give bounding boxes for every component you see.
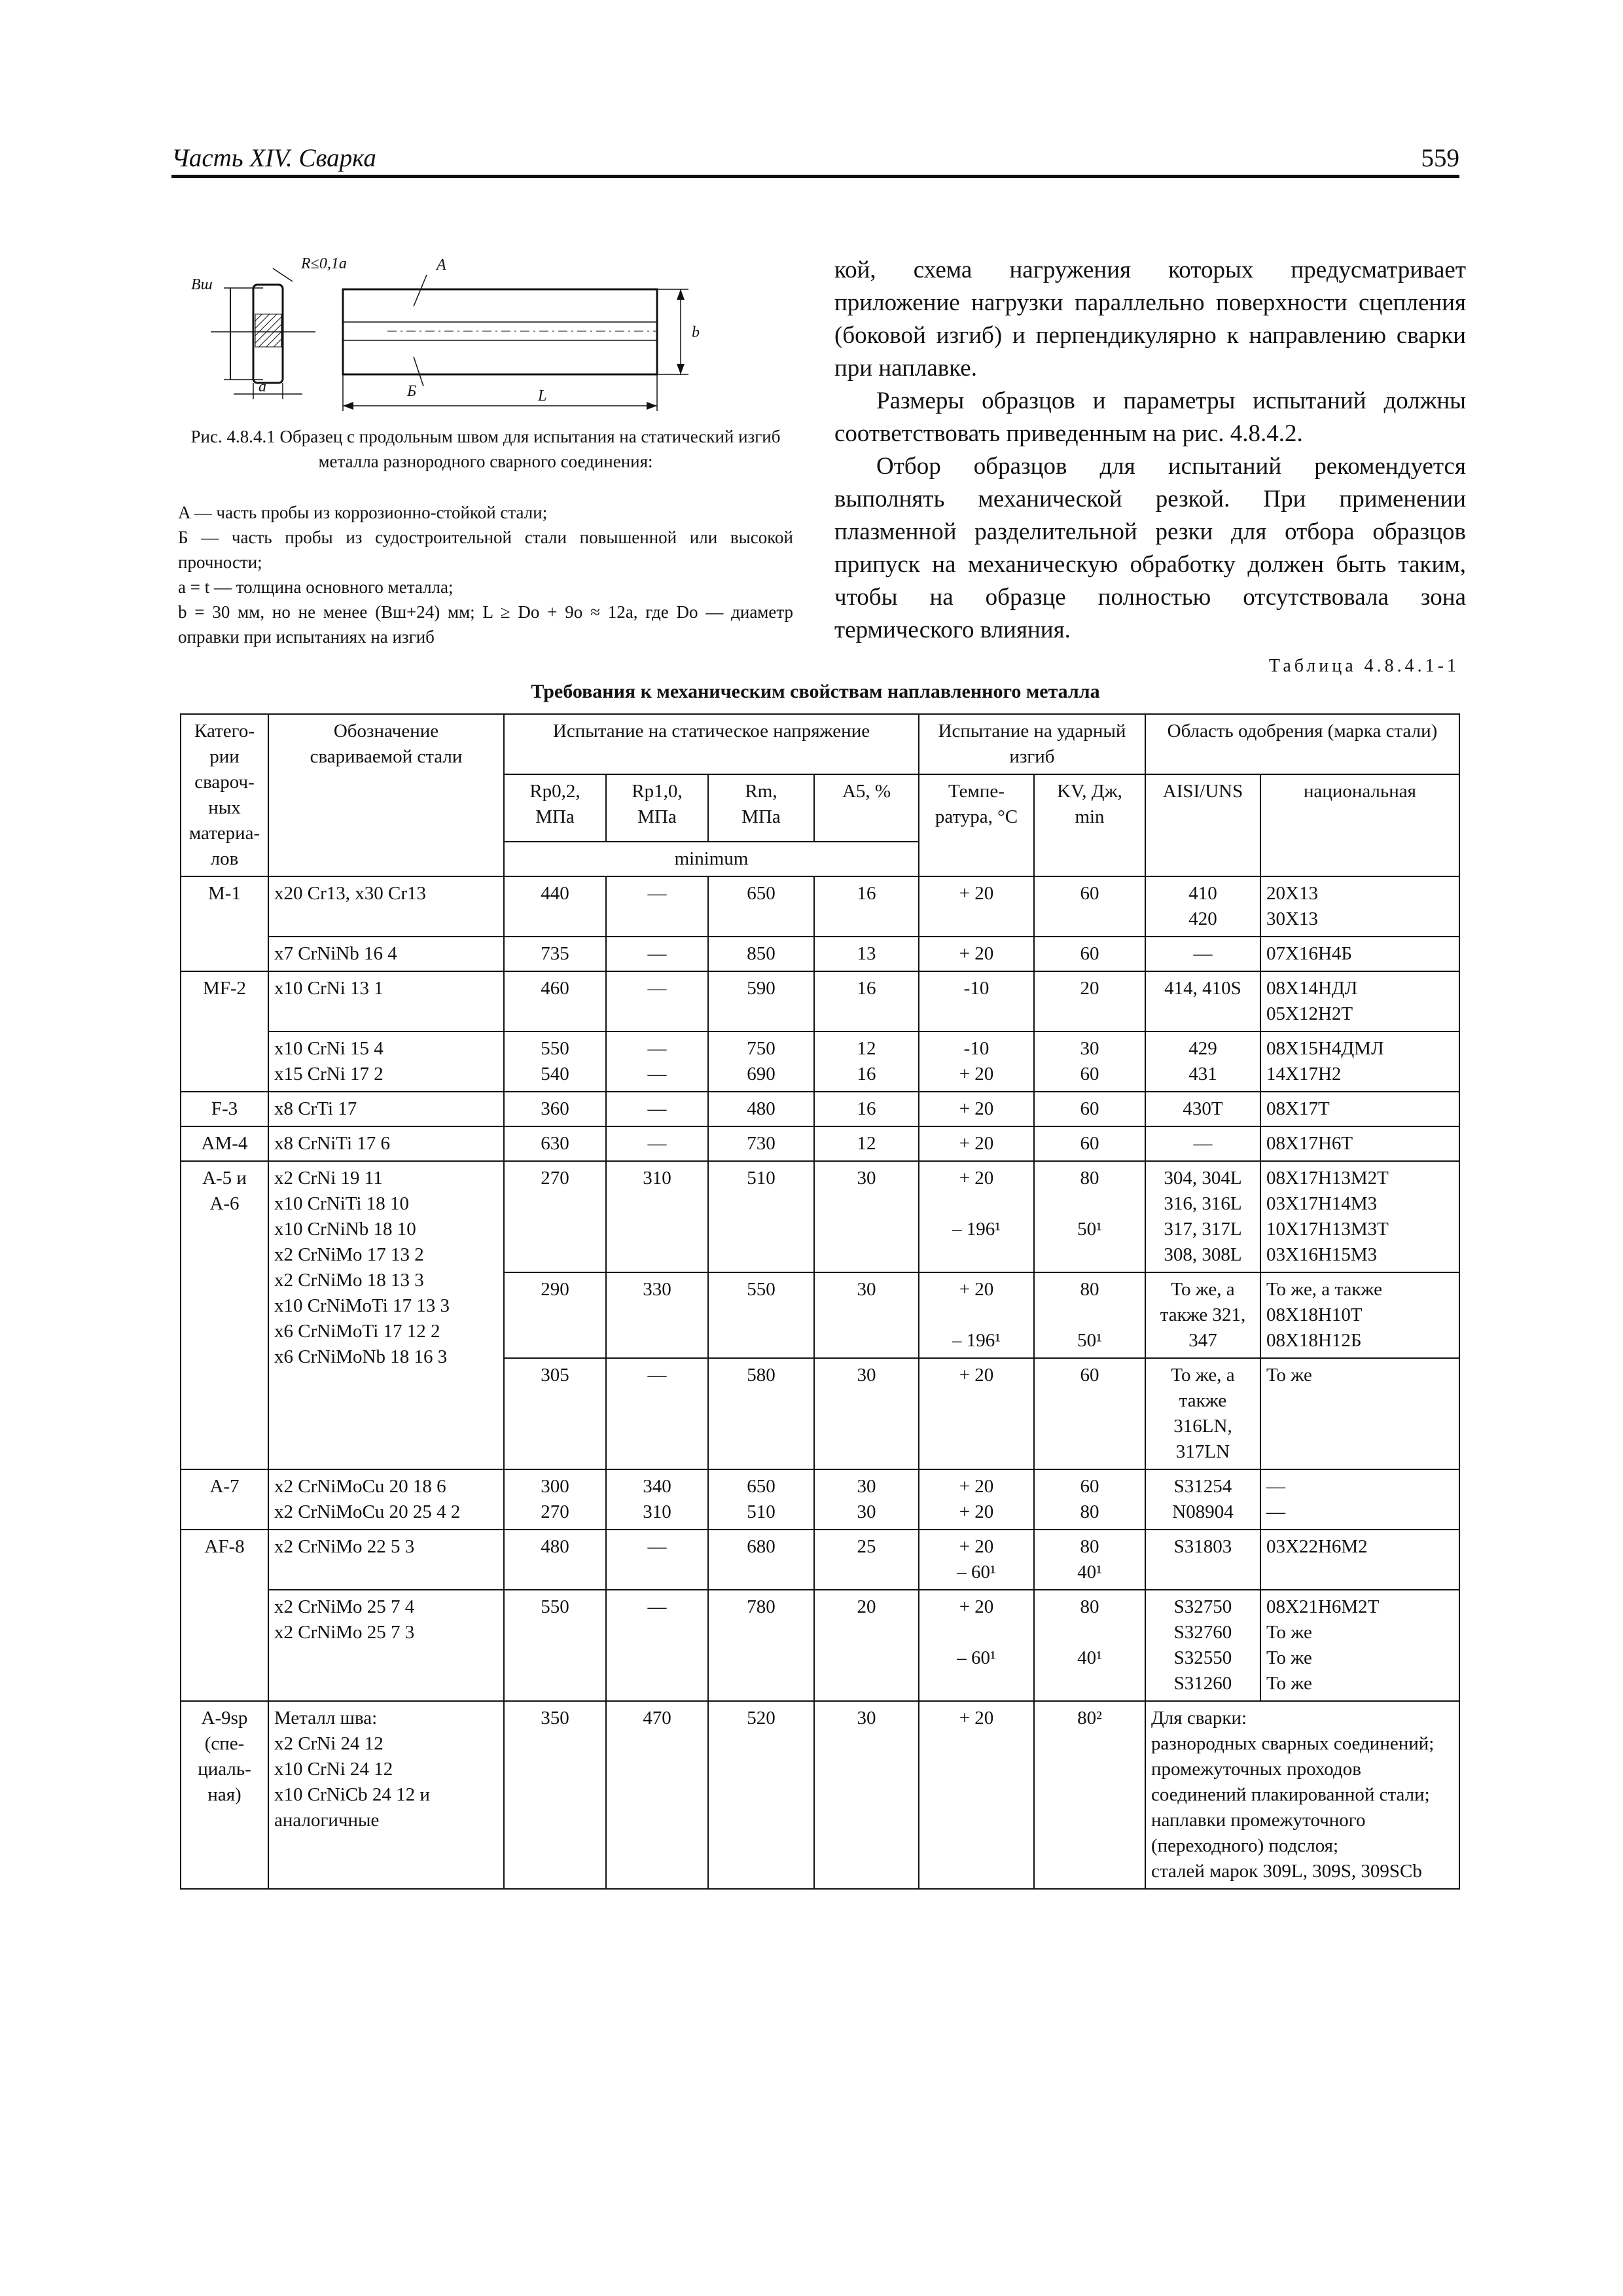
header-aisi: AISI/UNS — [1145, 774, 1260, 876]
table-row — [181, 876, 1459, 937]
cell-aisi: То же, а также 316LN, 317LN — [1145, 1358, 1260, 1469]
l-arrow-right — [647, 402, 657, 410]
cell-temp: + 20 — [919, 1092, 1034, 1126]
cell-rm: 590 — [708, 971, 814, 1031]
cell-a5: 12 16 — [814, 1031, 919, 1092]
cell-rm: 750 690 — [708, 1031, 814, 1092]
requirements-table — [180, 713, 1460, 1890]
cell-a5: 16 — [814, 971, 919, 1031]
cell-rp02: 270 — [504, 1161, 606, 1272]
specimen-drawing — [171, 249, 819, 445]
cell-designation: x7 CrNiNb 16 4 — [268, 937, 504, 971]
cell-rp02: 630 — [504, 1126, 606, 1161]
cell-rp02: 550 540 — [504, 1031, 606, 1092]
cell-aisi: То же, а также 321, 347 — [1145, 1272, 1260, 1358]
label-radius: R≤0,1a — [301, 255, 347, 272]
header-designation: Обозначение свариваемой стали — [268, 714, 504, 876]
cell-kv: 60 — [1034, 937, 1145, 971]
b-arrow-bottom — [677, 364, 685, 374]
cell-a5: 13 — [814, 937, 919, 971]
cell-temp: + 20 — [919, 1358, 1034, 1469]
cell-temp: + 20 — [919, 876, 1034, 937]
cell-approval-usage: Для сварки: разнородных сварных соединений; промежуточных проходов соединений плакированной стали; наплавки промежуточного (переходного) подслоя; сталей марок 309L, 309S, 309SCb — [1145, 1701, 1459, 1889]
table-title: Требования к механическим свойствам наплавленного металла — [531, 681, 1100, 702]
label-b: b — [692, 324, 700, 341]
cell-temp: -10 — [919, 971, 1034, 1031]
specimen-bar — [343, 289, 657, 374]
cell-temp: + 20 — [919, 937, 1034, 971]
cell-category: АМ-4 — [181, 1126, 268, 1161]
cell-a5: 12 — [814, 1126, 919, 1161]
table-row — [181, 1590, 1459, 1701]
cell-rp10: — — [606, 937, 708, 971]
cell-rp02: 350 — [504, 1701, 606, 1889]
cell-rp10: 340 310 — [606, 1469, 708, 1530]
cell-temp: + 20 – 196¹ — [919, 1161, 1034, 1272]
specimen-figure — [171, 249, 819, 445]
cell-rm: 780 — [708, 1590, 814, 1701]
cell-kv: 30 60 — [1034, 1031, 1145, 1092]
weld-zone — [255, 314, 281, 347]
cell-kv: 80 50¹ — [1034, 1161, 1145, 1272]
cell-a5: 20 — [814, 1590, 919, 1701]
cell-rp02: 440 — [504, 876, 606, 937]
cell-rm: 650 — [708, 876, 814, 937]
cell-rp10: — — [606, 1092, 708, 1126]
cell-designation: x2 CrNiMo 22 5 3 — [268, 1530, 504, 1590]
cell-rp02: 290 — [504, 1272, 606, 1358]
cell-designation: x8 CrTi 17 — [268, 1092, 504, 1126]
cell-rm: 730 — [708, 1126, 814, 1161]
cell-national: 08Х15Н4ДМЛ 14Х17Н2 — [1260, 1031, 1459, 1092]
cell-kv: 80² — [1034, 1701, 1145, 1889]
cell-rp02: 460 — [504, 971, 606, 1031]
cell-designation: x8 CrNiTi 17 6 — [268, 1126, 504, 1161]
paragraph: кой, схема нагружения которых предусматривает приложение нагрузки параллельно поверхности сцепления (боковой изгиб) и перпендикулярно к направлению сварки при наплавке. — [834, 257, 1466, 382]
cell-national: 08Х21Н6М2Т То же То же То же — [1260, 1590, 1459, 1701]
cell-a5: 25 — [814, 1530, 919, 1590]
cell-rp10: — — — [606, 1031, 708, 1092]
table-row — [181, 1530, 1459, 1590]
cell-temp: + 20 – 60¹ — [919, 1590, 1034, 1701]
cell-category: А-5 и А-6 — [181, 1161, 268, 1469]
legend-item: a = t — толщина основного металла; — [178, 577, 454, 597]
cell-rm: 580 — [708, 1358, 814, 1469]
label-L: L — [538, 387, 547, 404]
header-impact-test: Испытание на ударный изгиб — [919, 714, 1145, 774]
header-rule — [171, 175, 1459, 178]
cell-aisi: 304, 304L 316, 316L 317, 317L 308, 308L — [1145, 1161, 1260, 1272]
header-a5: A5, % — [814, 774, 919, 842]
cell-rp02: 305 — [504, 1358, 606, 1469]
header-minimum: minimum — [504, 842, 919, 876]
cell-a5: 30 — [814, 1161, 919, 1272]
cell-aisi: 430Т — [1145, 1092, 1260, 1126]
cell-rp10: — — [606, 1530, 708, 1590]
cell-national: 08Х17Н6Т — [1260, 1126, 1459, 1161]
cell-national: — — — [1260, 1469, 1459, 1530]
a-leader — [414, 275, 427, 306]
cell-rp02: 735 — [504, 937, 606, 971]
cell-kv: 60 80 — [1034, 1469, 1145, 1530]
cell-kv: 60 — [1034, 876, 1145, 937]
cell-rm: 520 — [708, 1701, 814, 1889]
cell-aisi: 410 420 — [1145, 876, 1260, 937]
legend-item: A — часть пробы из коррозионно-стойкой стали; — [178, 503, 548, 522]
cell-rm: 550 — [708, 1272, 814, 1358]
cell-rp10: 310 — [606, 1161, 708, 1272]
cell-kv: 20 — [1034, 971, 1145, 1031]
cell-temp: -10 + 20 — [919, 1031, 1034, 1092]
label-bw: Bш — [191, 276, 213, 293]
cell-kv: 60 — [1034, 1358, 1145, 1469]
cell-rm: 680 — [708, 1530, 814, 1590]
table-body — [181, 714, 1459, 1889]
cell-designation: x2 CrNiMoCu 20 18 6 x2 CrNiMoCu 20 25 4 2 — [268, 1469, 504, 1530]
table-row — [181, 1092, 1459, 1126]
cell-aisi: S32750 S32760 S32550 S31260 — [1145, 1590, 1260, 1701]
paragraph: Отбор образцов для испытаний рекомендуется выполнять механической резкой. При применении плазменной разделительной резки для отбора образцов припуск на механическую обработку должен быть таким, чтобы на образце полностью отсутствовала зона термического влияния. — [834, 453, 1466, 643]
label-B: Б — [407, 383, 417, 400]
cell-rp02: 300 270 — [504, 1469, 606, 1530]
cell-kv: 60 — [1034, 1092, 1145, 1126]
label-a: a — [259, 378, 266, 395]
page-number: 559 — [1421, 144, 1459, 172]
cell-aisi: 429 431 — [1145, 1031, 1260, 1092]
cell-rp10: — — [606, 1358, 708, 1469]
header-row — [181, 714, 1459, 774]
page-header — [171, 139, 1459, 178]
table-row — [181, 1701, 1459, 1889]
header-temperature: Темпе- ратура, °C — [919, 774, 1034, 876]
cell-national: 08Х14НДЛ 05Х12Н2Т — [1260, 971, 1459, 1031]
cell-a5: 16 — [814, 1092, 919, 1126]
header-rp10: Rp1,0, МПа — [606, 774, 708, 842]
cell-kv: 80 40¹ — [1034, 1590, 1145, 1701]
b-arrow-top — [677, 289, 685, 300]
cell-kv: 60 — [1034, 1126, 1145, 1161]
table-row — [181, 971, 1459, 1031]
cell-kv: 80 40¹ — [1034, 1530, 1145, 1590]
cell-a5: 30 30 — [814, 1469, 919, 1530]
cell-rm: 510 — [708, 1161, 814, 1272]
header-rm: Rm, МПа — [708, 774, 814, 842]
cell-temp: + 20 + 20 — [919, 1469, 1034, 1530]
legend-item: b = 30 мм, но не менее (Bш+24) мм; L ≥ Do + 9o ≈ 12a, где Do — диаметр оправки при испытаниях на изгиб — [178, 602, 793, 647]
cell-category: F-3 — [181, 1092, 268, 1126]
cell-designation: Металл шва: x2 CrNi 24 12 x10 CrNi 24 12 x10 CrNiCb 24 12 и аналогичные — [268, 1701, 504, 1889]
cell-aisi: 414, 410S — [1145, 971, 1260, 1031]
table-row — [181, 1469, 1459, 1530]
cell-rm: 850 — [708, 937, 814, 971]
cell-designation: x20 Cr13, x30 Cr13 — [268, 876, 504, 937]
cell-aisi: S31803 — [1145, 1530, 1260, 1590]
cell-rp10: 330 — [606, 1272, 708, 1358]
header-static-test: Испытание на статическое напряжение — [504, 714, 919, 774]
cell-rp10: — — [606, 971, 708, 1031]
cell-category: MF-2 — [181, 971, 268, 1092]
b-leader — [414, 357, 423, 386]
cell-designation: x2 CrNiMo 25 7 4 x2 CrNiMo 25 7 3 — [268, 1590, 504, 1701]
cell-category: А-9sp (спе- циаль- ная) — [181, 1701, 268, 1889]
cell-category: М-1 — [181, 876, 268, 971]
cell-a5: 30 — [814, 1358, 919, 1469]
radius-leader — [273, 268, 293, 281]
header-approval: Область одобрения (марка стали) — [1145, 714, 1459, 774]
table-row — [181, 1161, 1459, 1272]
paragraph: Размеры образцов и параметры испытаний должны соответствовать приведенным на рис. 4.8.4.2. — [834, 387, 1466, 447]
table-row — [181, 1031, 1459, 1092]
cell-rp10: — — [606, 1126, 708, 1161]
cell-designation: x2 CrNi 19 11 x10 CrNiTi 18 10 x10 CrNiNb 18 10 x2 CrNiMo 17 13 2 x2 CrNiMo 18 13 3 x10 CrNiMoTi 17 13 3 x6 CrNiMoTi 17 12 2 x6 CrNiMoNb 18 16 3 — [268, 1161, 504, 1469]
cell-rp10: 470 — [606, 1701, 708, 1889]
cell-temp: + 20 – 60¹ — [919, 1530, 1034, 1590]
l-arrow-left — [343, 402, 353, 410]
cell-national: 08Х17Н13М2Т 03Х17Н14М3 10Х17Н13М3Т 03Х16Н15М3 — [1260, 1161, 1459, 1272]
cell-national: 03Х22Н6М2 — [1260, 1530, 1459, 1590]
table-row — [181, 937, 1459, 971]
cell-temp: + 20 — [919, 1701, 1034, 1889]
running-title: Часть XIV. Сварка — [171, 144, 376, 172]
header-kv: KV, Дж, min — [1034, 774, 1145, 876]
cell-national: 07Х16Н4Б — [1260, 937, 1459, 971]
cell-aisi: — — [1145, 937, 1260, 971]
cell-national: То же, а также 08Х18Н10Т 08Х18Н12Б — [1260, 1272, 1459, 1358]
figure-caption: Рис. 4.8.4.1 Образец с продольным швом для испытания на статический изгиб металла разнородного сварного соединения: — [190, 427, 781, 471]
cell-rp10: — — [606, 1590, 708, 1701]
cell-kv: 80 50¹ — [1034, 1272, 1145, 1358]
cell-rm: 480 — [708, 1092, 814, 1126]
figure-legend — [178, 500, 793, 649]
cell-aisi: — — [1145, 1126, 1260, 1161]
cell-category: А-7 — [181, 1469, 268, 1530]
cell-designation: x10 CrNi 13 1 — [268, 971, 504, 1031]
cell-temp: + 20 — [919, 1126, 1034, 1161]
cell-aisi: S31254 N08904 — [1145, 1469, 1260, 1530]
cell-rp02: 550 — [504, 1590, 606, 1701]
cell-rp10: — — [606, 876, 708, 937]
cell-national: 08Х17Т — [1260, 1092, 1459, 1126]
cell-national: То же — [1260, 1358, 1459, 1469]
cell-rm: 650 510 — [708, 1469, 814, 1530]
cell-rp02: 480 — [504, 1530, 606, 1590]
cell-a5: 30 — [814, 1272, 919, 1358]
cell-national: 20Х13 30Х13 — [1260, 876, 1459, 937]
cell-a5: 30 — [814, 1701, 919, 1889]
cell-rp02: 360 — [504, 1092, 606, 1126]
cell-category: AF-8 — [181, 1530, 268, 1701]
header-national: национальная — [1260, 774, 1459, 876]
table-label: Таблица 4.8.4.1-1 — [1268, 656, 1459, 676]
legend-item: Б — часть пробы из судостроительной стали повышенной или высокой прочности; — [178, 528, 793, 572]
header-category: Катего- рии свароч- ных материа- лов — [181, 714, 268, 876]
header-rp02: Rp0,2, МПа — [504, 774, 606, 842]
body-text — [834, 254, 1466, 647]
label-A: A — [437, 257, 446, 274]
cell-a5: 16 — [814, 876, 919, 937]
table-row — [181, 1126, 1459, 1161]
cell-designation: x10 CrNi 15 4 x15 CrNi 17 2 — [268, 1031, 504, 1092]
cell-temp: + 20 – 196¹ — [919, 1272, 1034, 1358]
